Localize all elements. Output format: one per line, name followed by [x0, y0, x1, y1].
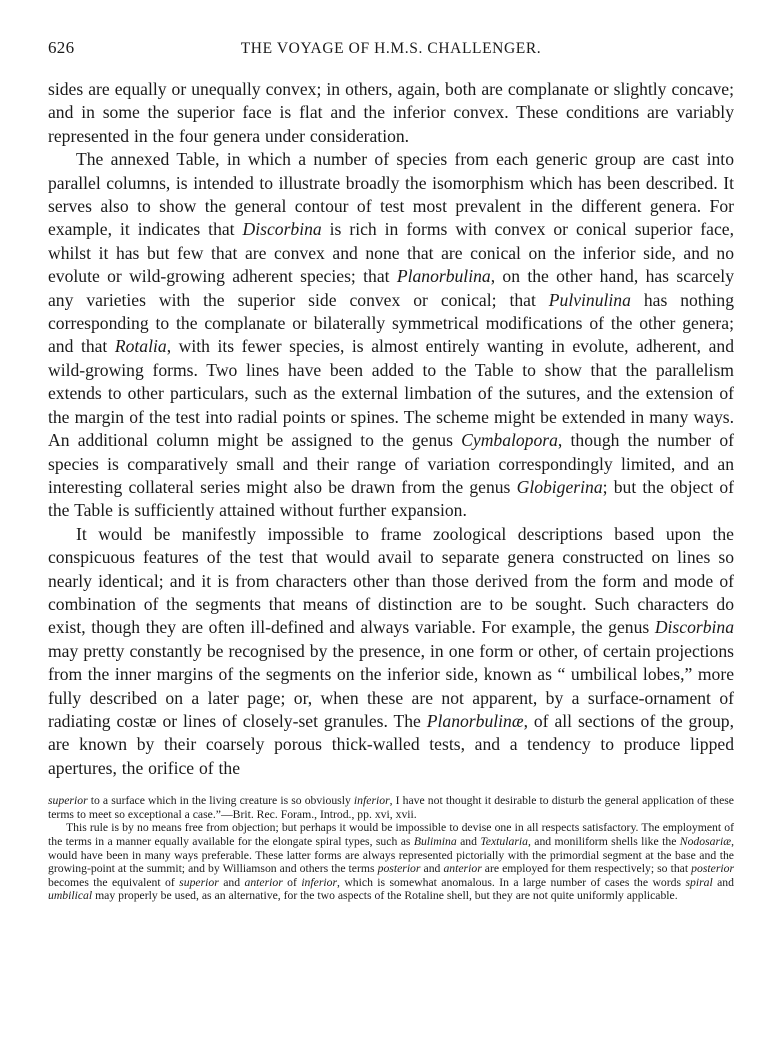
text-run: , on the other hand, has scarcely any varieties with the superior side convex or conical; that: [48, 266, 734, 310]
text-run: , would have been in many ways preferable. These latter forms are always represented pictorially with the primordial segment at the base and the growing-point at the summit; and by Williamson and others the terms: [48, 834, 735, 876]
term: Bulimina: [413, 834, 457, 848]
text-run: It would be manifestly impossible to frame zoological descriptions based upon the conspicuous features of the test that would avail to separate genera constructed on lines so nearly identical; and it is from characters other than those derived from the form and mode of combination of the segments that means of distinction are to be sought. Such characters do exist, though they are often ill-defined and always variable. For example, the genus: [48, 523, 734, 638]
footnote-separator: [48, 788, 734, 792]
text-run: to a surface which in the living creature is so obviously: [87, 794, 354, 808]
term: inferior: [301, 875, 338, 889]
genus-name: Discorbina: [242, 219, 322, 240]
text-run: , which is somewhat anomalous. In a large number of cases the words: [337, 875, 686, 889]
term: umbilical: [48, 889, 93, 903]
genus-name: Planorbulinæ: [426, 710, 524, 731]
text-run: has nothing corresponding to the complanate or bilaterally symmetrical modifications of the other genera; and that: [48, 289, 735, 357]
genus-name: Discorbina: [654, 617, 734, 638]
text-run: The annexed Table, in which a number of species from each generic group are cast into parallel columns, is intended to illustrate broadly the isomorphism which has been described. It serves also to show the general contour of test most prevalent in the different genera. For example, it indicates that: [48, 149, 734, 240]
term: anterior: [443, 862, 482, 876]
text-run: of: [282, 875, 302, 889]
text-run: , of all sections of the group, are known by their coarsely porous thick-walled tests, and a tendency to produce lipped apertures, the orifice of the: [48, 710, 734, 778]
text-run: , with its fewer species, is almost entirely wanting in evolute, adherent, and wild-growing forms. Two lines have been added to the Table to show that the parallelism extends to other particulars, such as the external limbation of the sutures, and the extension of the margin of the test into radial points or spines. The scheme might be extended in many ways. An additional column might be assigned to the genus: [48, 336, 734, 451]
footnote: [48, 821, 734, 903]
footnote: [48, 794, 734, 821]
term: anterior: [244, 875, 283, 889]
term: posterior: [691, 862, 735, 876]
text-run: may pretty constantly be recognised by the presence, in one form or other, of certain projections from the inner margins of the segments on the inferior side, known as “ umbilical lobes,” more fully described on a later page; or, when these are not apparent, by a surface-ornament of radiating costæ or lines of closely-set granules. The: [48, 640, 734, 731]
running-title: THE VOYAGE OF H.M.S. CHALLENGER.: [240, 40, 542, 57]
text-run: , though the number of species is comparatively small and their range of variation correspondingly limited, and an interesting collateral series might also be drawn from the genus: [48, 430, 734, 497]
text-run: are employed for them respectively; so that: [481, 862, 692, 876]
text-run: This rule is by no means free from objection; but perhaps it would be impossible to devise one in all respects satisfactory. The employment of the terms in a manner equally available for the elongate spiral types, such as: [48, 821, 734, 848]
term: spiral: [685, 875, 713, 889]
text-run: and: [420, 862, 444, 876]
paragraph: [48, 148, 734, 523]
genus-name: Globigerina: [516, 476, 603, 497]
text-run: and: [712, 875, 734, 889]
term: inferior: [353, 794, 390, 808]
genus-name: Pulvinulina: [548, 289, 631, 310]
footnotes: [48, 794, 734, 903]
genus-name: Rotalia: [114, 336, 167, 357]
text-run: and: [218, 875, 245, 889]
page-number: 626: [48, 38, 75, 57]
text-run: sides are equally or unequally convex; in others, again, both are complanate or slightly concave; and in some the superior face is flat and the inferior convex. These conditions are variably represented in the four genera under consideration.: [48, 79, 734, 146]
term: Nodosariæ: [679, 834, 732, 848]
term: superior: [48, 794, 88, 808]
term: posterior: [377, 862, 421, 876]
body-text: [48, 78, 734, 780]
text-run: may properly be used, as an alternative, for the two aspects of the Rotaline shell, but they are not quite uniformly applicable.: [92, 889, 678, 903]
term: superior: [179, 875, 219, 889]
text-run: is rich in forms with convex or conical superior face, whilst it has but few that are convex and none that are conical on the inferior side, and no evolute or wild-growing adherent species; that: [48, 219, 734, 287]
text-run: , I have not thought it desirable to disturb the general application of these terms to meet so exceptional a case.”—Brit. Rec. Foram., Introd., pp. xvi, xvii.: [48, 794, 734, 821]
page-header: [48, 38, 734, 78]
paragraph: [48, 523, 734, 780]
paragraph: [48, 78, 734, 148]
text-run: ; but the object of the Table is sufficiently attained without further expansion.: [48, 476, 734, 521]
text-run: and: [456, 834, 481, 848]
text-run: becomes the equivalent of: [48, 875, 180, 889]
term: Textularia: [480, 834, 528, 848]
genus-name: Cymbalopora: [461, 430, 558, 451]
genus-name: Planorbulina: [396, 266, 491, 287]
text-run: , and moniliform shells like the: [527, 834, 680, 848]
